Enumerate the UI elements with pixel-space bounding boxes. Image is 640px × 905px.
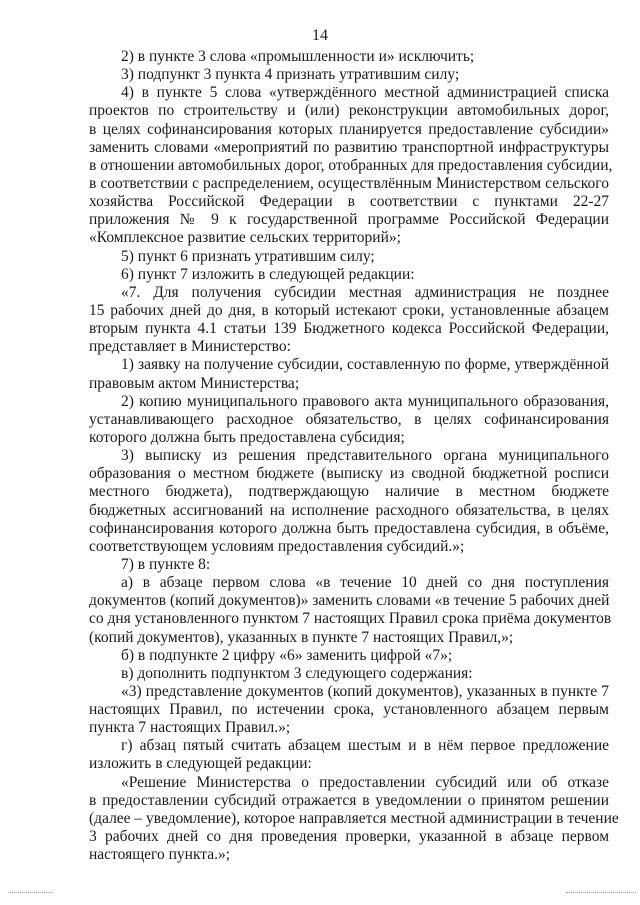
text-line-37: настоящих Правил, по истечении срока, установленного абзацем первым xyxy=(89,701,609,719)
text-line-18: 1) заявку на получение субсидии, составленную по форме, утверждённой xyxy=(121,356,609,374)
document-body xyxy=(89,48,619,864)
text-line-39: г) абзац пятый считать абзацем шестым и в нём первое предложение xyxy=(121,737,609,755)
text-line-33: (копий документов), указанных в пункте 7 настоящих Правил,»; xyxy=(89,628,514,646)
text-line-4: проектов по строительству и (или) реконструкции автомобильных дорог, xyxy=(89,102,609,120)
footer-divider-left xyxy=(8,892,53,893)
text-line-10: приложения № 9 к государственной программе Российской Федерации xyxy=(89,211,609,229)
text-line-42: в предоставлении субсидий отражается в уведомлении о принятом решении xyxy=(89,791,609,809)
text-line-38: пункта 7 настоящих Правил.»; xyxy=(89,719,291,737)
text-line-14: «7. Для получения субсидии местная администрация не позднее xyxy=(121,283,609,301)
text-line-19: правовым актом Министерства; xyxy=(89,374,300,392)
text-line-34: б) в подпункте 2 цифру «6» заменить цифрой «7»; xyxy=(121,646,453,664)
text-line-3: 4) в пункте 5 слова «утверждённого местной администрацией списка xyxy=(121,84,609,102)
text-line-27: софинансирования которого должна быть предоставлена субсидия, в объёме, xyxy=(89,519,609,537)
text-line-11: «Комплексное развитие сельских территорий»; xyxy=(89,229,401,247)
text-line-5: в целях софинансирования которых планируется предоставление субсидии» xyxy=(89,120,609,138)
text-line-26: бюджетных ассигнований на исполнение расходного обязательства, в целях xyxy=(89,501,609,519)
text-line-29: 7) в пункте 8: xyxy=(121,555,211,573)
page-number: 14 xyxy=(312,27,328,44)
text-line-45: настоящего пункта.»; xyxy=(89,846,231,864)
text-line-9: хозяйства Российской Федерации в соответствии с пунктами 22-27 xyxy=(89,193,609,211)
text-line-6: заменить словами «мероприятий по развитию транспортной инфраструктуры xyxy=(89,138,609,156)
text-line-25: местного бюджета), подтверждающую наличие в местном бюджете xyxy=(89,483,609,501)
text-line-35: в) дополнить подпунктом 3 следующего содержания: xyxy=(121,664,473,682)
text-line-44: 3 рабочих дней со дня проведения проверки, указанной в абзаце первом xyxy=(89,828,609,846)
text-line-43: (далее – уведомление), которое направляется местной администрации в течение xyxy=(89,809,619,827)
text-line-17: представляет в Министерство: xyxy=(89,338,291,356)
text-line-31: документов (копий документов)» заменить словами «в течение 5 рабочих дней xyxy=(89,592,610,610)
text-line-41: «Решение Министерства о предоставлении субсидий или об отказе xyxy=(121,773,609,791)
text-line-2: 3) подпункт 3 пункта 4 признать утратившим силу; xyxy=(121,66,460,84)
text-line-13: 6) пункт 7 изложить в следующей редакции: xyxy=(121,265,415,283)
footer-divider-right xyxy=(566,892,636,893)
text-line-28: соответствующем условиям предоставления субсидий.»; xyxy=(89,537,465,555)
text-line-36: «3) представление документов (копий документов), указанных в пункте 7 xyxy=(121,682,609,700)
text-line-30: а) в абзаце первом слова «в течение 10 дней со дня поступления xyxy=(121,574,609,592)
text-line-7: в отношении автомобильных дорог, отобранных для предоставления субсидии, xyxy=(89,156,613,174)
text-line-32: со дня установленного пунктом 7 настоящих Правил срока приёма документов xyxy=(89,610,612,628)
text-line-24: образования о местном бюджете (выписку из сводной бюджетной росписи xyxy=(89,465,609,483)
text-line-1: 2) в пункте 3 слова «промышленности и» исключить; xyxy=(121,48,475,65)
text-line-23: 3) выписку из решения представительного органа муниципального xyxy=(121,447,609,465)
text-line-15: 15 рабочих дней до дня, в который истекают сроки, установленные абзацем xyxy=(89,301,609,319)
text-line-16: вторым пункта 4.1 статьи 139 Бюджетного кодекса Российской Федерации, xyxy=(89,320,609,338)
text-line-21: устанавливающего расходное обязательство, в целях софинансирования xyxy=(89,410,609,428)
text-line-22: которого должна быть предоставлена субсидия; xyxy=(89,428,405,446)
text-line-12: 5) пункт 6 признать утратившим силу; xyxy=(121,247,375,265)
text-line-20: 2) копию муниципального правового акта муниципального образования, xyxy=(121,392,609,410)
text-line-40: изложить в следующей редакции: xyxy=(89,755,312,773)
text-line-8: в соответствии с распределением, осуществлённым Министерством сельского xyxy=(89,174,609,192)
